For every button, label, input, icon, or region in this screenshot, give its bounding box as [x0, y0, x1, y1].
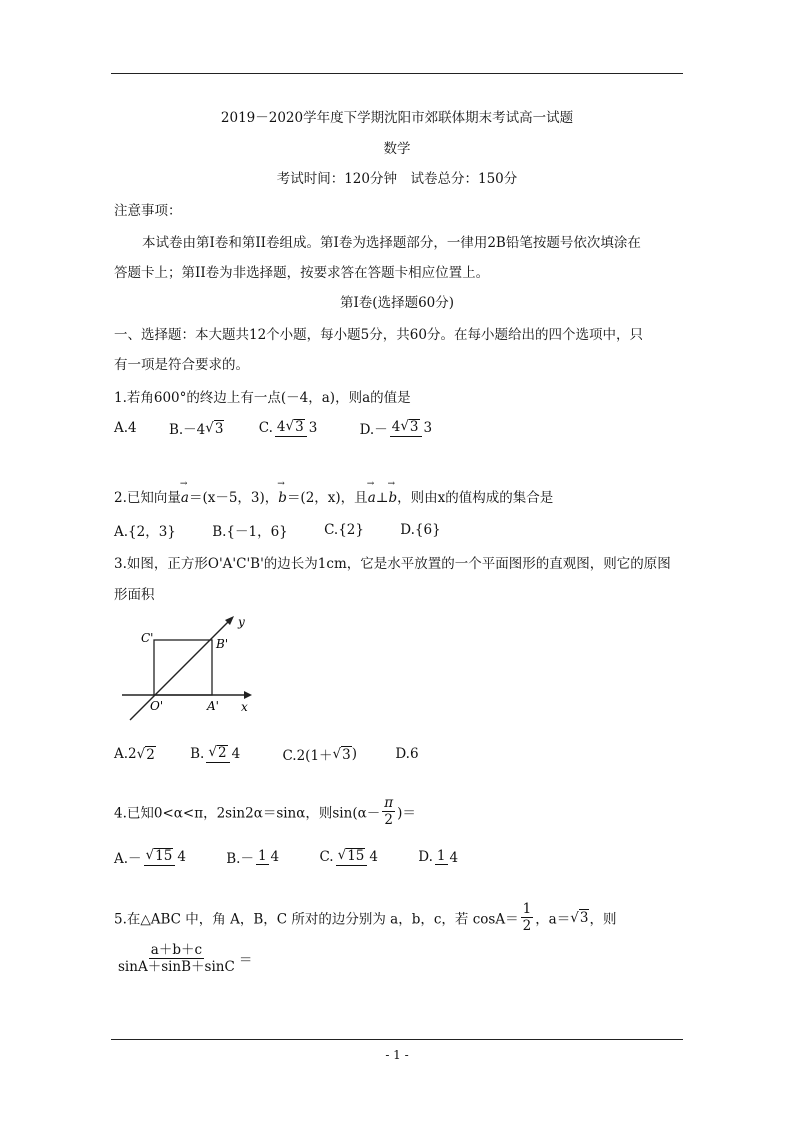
fraction: √15 4: [337, 847, 378, 866]
q1-option-c: C. 4√3 3: [258, 418, 318, 437]
x-axis-arrow: [244, 691, 252, 699]
q2-option-d: D.{6}: [400, 522, 441, 538]
q3-option-d: D.6: [395, 746, 419, 762]
fraction: 4√3 3: [391, 418, 433, 437]
instruction-line-1: 一、选择题：本大题共12个小题，每小题5分，共60分。在每小题给出的四个选项中，只: [114, 327, 643, 343]
q3-option-c: C.2(1＋√3): [282, 745, 358, 764]
fraction: √2 4: [208, 744, 241, 763]
q3-options: [114, 744, 419, 764]
q4-option-b: B.－ 1 4: [226, 847, 280, 867]
q1-options: [114, 418, 436, 438]
header-rule: [111, 73, 683, 74]
fraction: √15 4: [145, 847, 186, 866]
q2-option-a: A.{2，3}: [114, 524, 176, 540]
q4-options: [114, 847, 462, 867]
q3-stem-2: 形面积: [114, 587, 155, 603]
vector-a: → a: [368, 490, 376, 506]
sqrt-symbol: √3: [205, 419, 224, 437]
label-y: y: [238, 615, 245, 629]
notes-line-2: 答题卡上；第II卷为非选择题，按要求答在答题卡相应位置上。: [114, 265, 490, 281]
notes-line-1: 本试卷由第I卷和第II卷组成。第I卷为选择题部分，一律用2B铅笔按题号依次填涂在: [142, 235, 641, 251]
fraction: 4√3 3: [276, 418, 318, 437]
q3-stem-1: 3.如图，正方形O'A'C'B'的边长为1cm，它是水平放置的一个平面图形的直观图，则它的原图: [114, 556, 671, 572]
q4-stem: 4.已知0<α<π，2sin2α＝sinα，则sin(α－ $\frac{\pi}{2}$ )＝: [114, 795, 416, 829]
q1-stem: 1.若角600°的终边上有一点(－4，a)，则a的值是: [114, 390, 411, 406]
q5-stem: 5.在△ABC 中，角 A，B，C 所对的边分别为 a，b，c，若 cosA＝ $\frac{1}{2}$ ，a＝√3，则: [114, 901, 617, 935]
fraction: 1 4: [257, 847, 280, 866]
q4-option-c: C. √15 4: [319, 847, 378, 866]
q4-option-d: D. 1 4: [418, 848, 459, 866]
q2-option-c: C.{2}: [324, 522, 364, 538]
q2-option-b: B.{－1，6}: [212, 524, 288, 540]
q3-option-b: B. √2 4: [190, 744, 241, 763]
q5-expression: $\frac{a+b+c}{\sin A+\sin B+\sin C}$ ＝: [118, 942, 253, 976]
fraction: $\frac{1}{2}$: [522, 901, 532, 935]
label-o: O': [150, 699, 164, 713]
q1-option-a: A.4: [114, 420, 137, 436]
label-c: C': [141, 631, 154, 645]
fraction: $\frac{\pi}{2}$: [384, 795, 394, 829]
subject-title: 数学: [383, 141, 411, 157]
label-a: A': [207, 699, 219, 713]
vector-b: → b: [388, 490, 397, 506]
instruction-line-2: 有一项是符合要求的。: [114, 357, 249, 373]
q3-figure: [118, 612, 258, 724]
fraction: 1 4: [436, 848, 459, 866]
q1-option-d: D.－ 4√3 3: [359, 418, 433, 438]
part1-title: 第I卷(选择题60分): [339, 295, 455, 311]
q4-option-a: A.－ √15 4: [114, 847, 186, 867]
label-x: x: [241, 700, 248, 714]
q2-options: [114, 520, 441, 540]
footer-rule: [111, 1039, 683, 1040]
notes-heading: 注意事项：: [114, 203, 182, 219]
exam-title: 2019－2020学年度下学期沈阳市郊联体期末考试高一试题: [220, 110, 574, 126]
exam-info: 考试时间：120分钟 试卷总分：150分: [276, 171, 518, 187]
label-b: B': [216, 637, 229, 651]
vector-a: → a: [181, 490, 189, 506]
page-number: - 1 -: [385, 1048, 409, 1062]
fraction: $\frac{a+b+c}{\sin A+\sin B+\sin C}$: [118, 942, 235, 976]
q3-option-a: A.2√2: [114, 745, 155, 763]
q2-stem: 2.已知向量→ a＝(x－5，3)，→ b＝(2，x)，且→ a⊥→ b，则由x的值构成的集合是: [114, 486, 553, 506]
q1-option-b: B.－4√3: [168, 419, 224, 438]
vector-b: → b: [278, 490, 287, 506]
